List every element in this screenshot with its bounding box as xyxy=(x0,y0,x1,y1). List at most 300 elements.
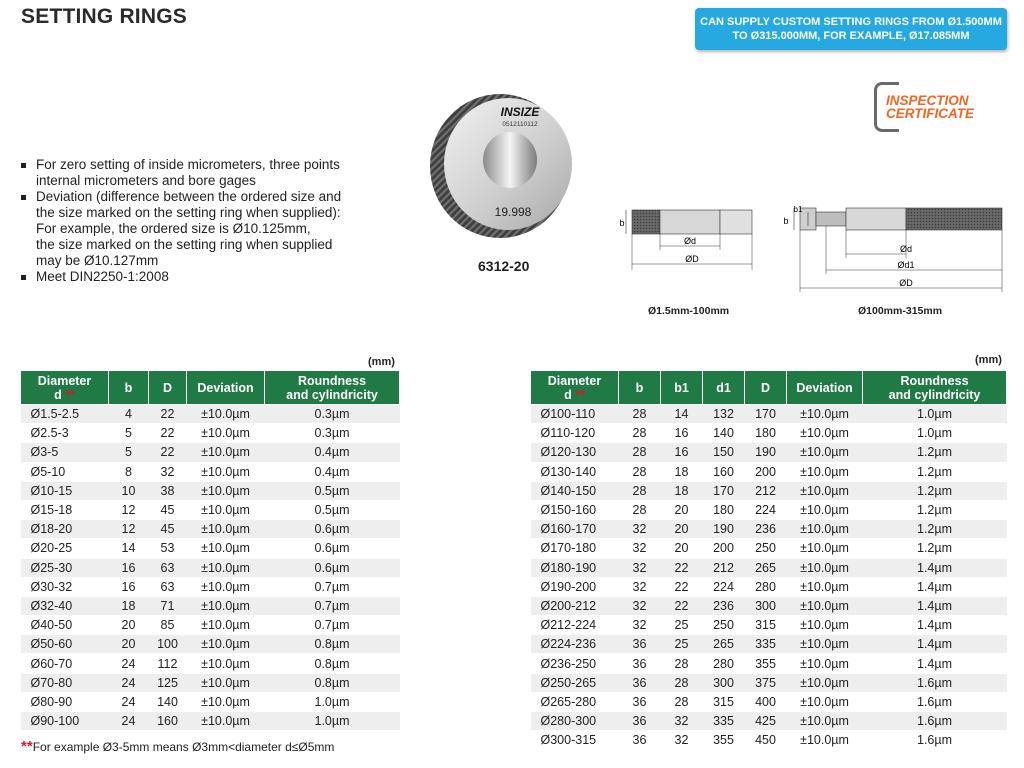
cell-D: 265 xyxy=(745,558,787,577)
feature-list xyxy=(20,157,400,285)
large-rings-table xyxy=(530,370,1007,750)
feature-text: Meet DIN2250-1:2008 xyxy=(36,269,169,284)
cell-diameter: Ø265-280 xyxy=(531,692,619,711)
cell-deviation: ±10.0µm xyxy=(787,731,863,750)
cell-roundness: 1.4µm xyxy=(863,577,1007,596)
table-row xyxy=(531,577,1007,596)
feature-text: the size marked on the setting ring when supplied): xyxy=(36,205,341,220)
cell-diameter: Ø15-18 xyxy=(21,500,109,519)
table-row xyxy=(21,462,400,481)
cell-D: 125 xyxy=(149,673,187,692)
cell-deviation: ±10.0µm xyxy=(187,712,265,731)
cell-b: 28 xyxy=(619,481,661,500)
footnote xyxy=(21,738,334,755)
table-row xyxy=(531,520,1007,539)
cell-deviation: ±10.0µm xyxy=(787,462,863,481)
cell-d1: 170 xyxy=(703,481,745,500)
cell-D: 45 xyxy=(149,520,187,539)
cell-b1: 25 xyxy=(661,616,703,635)
cell-D: 335 xyxy=(745,635,787,654)
cell-b1: 28 xyxy=(661,654,703,673)
cell-roundness: 1.2µm xyxy=(863,500,1007,519)
col-header-deviation: Deviation xyxy=(187,371,265,405)
table-row xyxy=(531,596,1007,615)
cell-roundness: 1.4µm xyxy=(863,635,1007,654)
cell-diameter: Ø120-130 xyxy=(531,443,619,462)
cell-b1: 22 xyxy=(661,577,703,596)
table-row xyxy=(531,405,1007,424)
cell-d1: 315 xyxy=(703,692,745,711)
large-rings-table-body xyxy=(531,405,1007,750)
table-row xyxy=(21,539,400,558)
cell-roundness: 0.5µm xyxy=(265,481,400,500)
cell-diameter: Ø32-40 xyxy=(21,596,109,615)
cell-roundness: 1.2µm xyxy=(863,539,1007,558)
cell-roundness: 1.2µm xyxy=(863,443,1007,462)
cell-d1: 140 xyxy=(703,424,745,443)
cell-deviation: ±10.0µm xyxy=(187,462,265,481)
cell-deviation: ±10.0µm xyxy=(787,405,863,424)
cell-diameter: Ø90-100 xyxy=(21,712,109,731)
cell-D: 224 xyxy=(745,500,787,519)
table-row xyxy=(531,558,1007,577)
cell-b1: 20 xyxy=(661,539,703,558)
label-b1: b1 xyxy=(793,205,803,214)
cell-D: 170 xyxy=(745,405,787,424)
table-row xyxy=(21,520,400,539)
cell-deviation: ±10.0µm xyxy=(187,520,265,539)
feature-text: internal micrometers and bore gages xyxy=(36,173,256,188)
cell-deviation: ±10.0µm xyxy=(187,616,265,635)
table-row xyxy=(531,481,1007,500)
cell-d1: 236 xyxy=(703,596,745,615)
cell-deviation: ±10.0µm xyxy=(187,500,265,519)
ring-bore xyxy=(483,132,537,188)
cell-D: 236 xyxy=(745,520,787,539)
cell-b: 24 xyxy=(109,654,149,673)
cell-b: 32 xyxy=(619,520,661,539)
col-header-deviation: Deviation xyxy=(787,371,863,405)
table-row xyxy=(21,558,400,577)
cell-deviation: ±10.0µm xyxy=(187,692,265,711)
cell-roundness: 0.7µm xyxy=(265,577,400,596)
table-row xyxy=(21,712,400,731)
cell-diameter: Ø250-265 xyxy=(531,673,619,692)
cell-deviation: ±10.0µm xyxy=(787,539,863,558)
header-diameter-text: Diameter xyxy=(547,373,602,388)
table-row xyxy=(21,424,400,443)
banner-line-1: CAN SUPPLY CUSTOM SETTING RINGS FROM Ø1.500MM xyxy=(700,16,1002,28)
feature-item xyxy=(20,189,400,269)
table-row xyxy=(21,577,400,596)
cell-b: 12 xyxy=(109,500,149,519)
cell-d1: 335 xyxy=(703,712,745,731)
setting-ring-image xyxy=(428,86,578,246)
cell-diameter: Ø200-212 xyxy=(531,596,619,615)
cell-b: 28 xyxy=(619,424,661,443)
cell-b: 24 xyxy=(109,712,149,731)
cell-b: 36 xyxy=(619,692,661,711)
col-header-b1: b1 xyxy=(661,371,703,405)
cell-b1: 32 xyxy=(661,731,703,750)
label-outer-d: ØD xyxy=(685,254,699,264)
col-header-b: b xyxy=(109,371,149,405)
cell-roundness: 1.2µm xyxy=(863,462,1007,481)
cell-b: 5 xyxy=(109,443,149,462)
cell-deviation: ±10.0µm xyxy=(187,481,265,500)
table-row xyxy=(531,654,1007,673)
col-header-roundness xyxy=(863,371,1007,405)
size-mark: 19.998 xyxy=(494,205,532,219)
cell-diameter: Ø30-32 xyxy=(21,577,109,596)
table-row xyxy=(531,539,1007,558)
cell-b: 32 xyxy=(619,596,661,615)
cell-diameter: Ø300-315 xyxy=(531,731,619,750)
cell-D: 22 xyxy=(149,405,187,424)
cell-roundness: 1.6µm xyxy=(863,673,1007,692)
table-row xyxy=(21,596,400,615)
left-table-unit: (mm) xyxy=(368,356,395,368)
cell-diameter: Ø140-150 xyxy=(531,481,619,500)
table-row xyxy=(531,616,1007,635)
cell-b: 16 xyxy=(109,558,149,577)
cell-deviation: ±10.0µm xyxy=(787,577,863,596)
label-d: Ød xyxy=(683,236,697,246)
table-row xyxy=(531,731,1007,750)
cell-D: 280 xyxy=(745,577,787,596)
cell-diameter: Ø25-30 xyxy=(21,558,109,577)
header-cylindricity-text: and cylindricity xyxy=(888,387,981,402)
cell-roundness: 0.6µm xyxy=(265,520,400,539)
cell-b: 28 xyxy=(619,443,661,462)
cell-D: 400 xyxy=(745,692,787,711)
cell-deviation: ±10.0µm xyxy=(187,577,265,596)
cell-d1: 280 xyxy=(703,654,745,673)
cell-diameter: Ø224-236 xyxy=(531,635,619,654)
cell-deviation: ±10.0µm xyxy=(187,654,265,673)
col-header-d1: d1 xyxy=(703,371,745,405)
cell-b: 12 xyxy=(109,520,149,539)
cell-diameter: Ø236-250 xyxy=(531,654,619,673)
cell-roundness: 0.8µm xyxy=(265,654,400,673)
cell-deviation: ±10.0µm xyxy=(787,481,863,500)
cell-diameter: Ø40-50 xyxy=(21,616,109,635)
header-roundness-text: Roundness xyxy=(900,373,969,388)
cell-deviation: ±10.0µm xyxy=(187,558,265,577)
cell-D: 375 xyxy=(745,673,787,692)
cell-diameter: Ø110-120 xyxy=(531,424,619,443)
cell-d1: 300 xyxy=(703,673,745,692)
cell-d1: 355 xyxy=(703,731,745,750)
feature-item xyxy=(20,157,400,189)
cell-b: 28 xyxy=(619,462,661,481)
small-rings-table xyxy=(20,370,400,731)
cell-D: 71 xyxy=(149,596,187,615)
header-stars: ** xyxy=(575,387,585,402)
cell-D: 85 xyxy=(149,616,187,635)
cell-b: 4 xyxy=(109,405,149,424)
cell-deviation: ±10.0µm xyxy=(187,424,265,443)
cell-deviation: ±10.0µm xyxy=(187,596,265,615)
table-row xyxy=(21,500,400,519)
cell-diameter: Ø130-140 xyxy=(531,462,619,481)
cell-D: 425 xyxy=(745,712,787,731)
small-ring-caption: Ø1.5mm-100mm xyxy=(648,305,730,317)
cell-D: 140 xyxy=(149,692,187,711)
cell-D: 63 xyxy=(149,577,187,596)
cell-roundness: 1.2µm xyxy=(863,520,1007,539)
cell-deviation: ±10.0µm xyxy=(187,635,265,654)
cell-roundness: 1.6µm xyxy=(863,731,1007,750)
cell-diameter: Ø150-160 xyxy=(531,500,619,519)
cell-diameter: Ø20-25 xyxy=(21,539,109,558)
cell-roundness: 0.6µm xyxy=(265,558,400,577)
cell-diameter: Ø60-70 xyxy=(21,654,109,673)
col-header-outer-d: D xyxy=(149,371,187,405)
table-row xyxy=(531,462,1007,481)
header-cylindricity-text: and cylindricity xyxy=(286,387,378,402)
cell-b1: 14 xyxy=(661,405,703,424)
cell-D: 100 xyxy=(149,635,187,654)
page-title: SETTING RINGS xyxy=(21,5,187,28)
cell-roundness: 1.0µm xyxy=(863,405,1007,424)
cell-b: 36 xyxy=(619,673,661,692)
cell-deviation: ±10.0µm xyxy=(187,443,265,462)
small-ring-diagram xyxy=(612,200,762,280)
cell-d1: 132 xyxy=(703,405,745,424)
cell-D: 355 xyxy=(745,654,787,673)
table-row xyxy=(531,443,1007,462)
banner-line-2: TO Ø315.000MM, FOR EXAMPLE, Ø17.085MM xyxy=(732,30,970,42)
table-row xyxy=(21,443,400,462)
cell-b: 14 xyxy=(109,539,149,558)
header-roundness-text: Roundness xyxy=(297,373,367,388)
cell-D: 212 xyxy=(745,481,787,500)
cell-roundness: 1.6µm xyxy=(863,712,1007,731)
cell-b1: 32 xyxy=(661,712,703,731)
cell-deviation: ±10.0µm xyxy=(187,673,265,692)
col-header-roundness xyxy=(265,371,400,405)
cell-deviation: ±10.0µm xyxy=(787,500,863,519)
large-ring-diagram xyxy=(772,196,1012,296)
cell-b: 8 xyxy=(109,462,149,481)
cell-diameter: Ø5-10 xyxy=(21,462,109,481)
certificate-line-2: CERTIFICATE xyxy=(886,106,975,121)
cell-b: 24 xyxy=(109,673,149,692)
brand-mark: INSIZE xyxy=(500,105,540,119)
cell-diameter: Ø180-190 xyxy=(531,558,619,577)
certificate-line-1: INSPECTION xyxy=(886,93,969,108)
cell-b: 10 xyxy=(109,481,149,500)
cell-D: 45 xyxy=(149,500,187,519)
cell-deviation: ±10.0µm xyxy=(787,443,863,462)
cell-deviation: ±10.0µm xyxy=(787,520,863,539)
model-number: 6312-20 xyxy=(478,258,530,274)
cell-D: 112 xyxy=(149,654,187,673)
cell-b: 32 xyxy=(619,539,661,558)
cell-b1: 20 xyxy=(661,520,703,539)
cell-b: 20 xyxy=(109,616,149,635)
cell-deviation: ±10.0µm xyxy=(187,539,265,558)
table-row xyxy=(531,635,1007,654)
certificate-text xyxy=(886,94,974,120)
cell-D: 190 xyxy=(745,443,787,462)
cell-roundness: 0.4µm xyxy=(265,443,400,462)
table-row xyxy=(21,673,400,692)
cell-diameter: Ø100-110 xyxy=(531,405,619,424)
cell-roundness: 0.8µm xyxy=(265,673,400,692)
cell-b1: 22 xyxy=(661,596,703,615)
cell-D: 22 xyxy=(149,424,187,443)
cell-deviation: ±10.0µm xyxy=(787,596,863,615)
cell-deviation: ±10.0µm xyxy=(787,616,863,635)
cell-diameter: Ø170-180 xyxy=(531,539,619,558)
cell-deviation: ±10.0µm xyxy=(787,673,863,692)
col-header-diameter xyxy=(531,371,619,405)
table-row xyxy=(531,500,1007,519)
cell-D: 160 xyxy=(149,712,187,731)
table-row xyxy=(21,481,400,500)
cell-roundness: 1.4µm xyxy=(863,616,1007,635)
cell-D: 315 xyxy=(745,616,787,635)
header-d-text: d xyxy=(54,387,62,402)
cell-deviation: ±10.0µm xyxy=(787,558,863,577)
cell-roundness: 1.4µm xyxy=(863,596,1007,615)
col-header-diameter xyxy=(21,371,109,405)
feature-text: For zero setting of inside micrometers, three points xyxy=(36,157,340,172)
cell-d1: 250 xyxy=(703,616,745,635)
col-header-b: b xyxy=(619,371,661,405)
cell-b: 28 xyxy=(619,500,661,519)
cell-deviation: ±10.0µm xyxy=(787,635,863,654)
cell-roundness: 0.5µm xyxy=(265,500,400,519)
cell-diameter: Ø3-5 xyxy=(21,443,109,462)
cell-b1: 28 xyxy=(661,673,703,692)
cell-b: 18 xyxy=(109,596,149,615)
cell-roundness: 1.0µm xyxy=(265,692,400,711)
cell-roundness: 1.6µm xyxy=(863,692,1007,711)
large-ring-caption: Ø100mm-315mm xyxy=(858,305,943,317)
col-header-outer-d: D xyxy=(745,371,787,405)
label-b: b xyxy=(783,216,789,226)
cell-roundness: 0.7µm xyxy=(265,616,400,635)
cell-roundness: 1.0µm xyxy=(863,424,1007,443)
table-row xyxy=(531,424,1007,443)
cell-b1: 20 xyxy=(661,500,703,519)
cell-d1: 265 xyxy=(703,635,745,654)
table-row xyxy=(21,654,400,673)
inspection-certificate-logo xyxy=(874,82,1010,128)
cell-b: 36 xyxy=(619,731,661,750)
cell-roundness: 0.8µm xyxy=(265,635,400,654)
cell-D: 63 xyxy=(149,558,187,577)
cell-b: 16 xyxy=(109,577,149,596)
feature-text: For example, the ordered size is Ø10.125mm, xyxy=(36,221,311,236)
custom-rings-banner xyxy=(695,8,1007,50)
cell-b1: 18 xyxy=(661,481,703,500)
footnote-text: For example Ø3-5mm means Ø3mm<diameter d≤Ø5mm xyxy=(32,740,335,754)
table-row xyxy=(21,405,400,424)
cell-diameter: Ø2.5-3 xyxy=(21,424,109,443)
cell-diameter: Ø18-20 xyxy=(21,520,109,539)
label-outer-d: ØD xyxy=(899,278,913,288)
table-row xyxy=(21,635,400,654)
table-row xyxy=(531,712,1007,731)
feature-text: may be Ø10.127mm xyxy=(36,253,159,268)
cell-b: 32 xyxy=(619,558,661,577)
cell-D: 180 xyxy=(745,424,787,443)
cell-deviation: ±10.0µm xyxy=(787,424,863,443)
cell-b: 24 xyxy=(109,692,149,711)
table-row xyxy=(21,616,400,635)
cell-D: 250 xyxy=(745,539,787,558)
cell-b1: 16 xyxy=(661,443,703,462)
cell-roundness: 0.7µm xyxy=(265,596,400,615)
cell-diameter: Ø280-300 xyxy=(531,712,619,731)
cell-D: 450 xyxy=(745,731,787,750)
cell-b: 28 xyxy=(619,405,661,424)
feature-text: Deviation (difference between the ordered size and xyxy=(36,189,342,204)
cell-diameter: Ø190-200 xyxy=(531,577,619,596)
cell-b: 36 xyxy=(619,712,661,731)
cell-deviation: ±10.0µm xyxy=(787,712,863,731)
cell-diameter: Ø10-15 xyxy=(21,481,109,500)
footnote-stars: ** xyxy=(21,738,33,755)
cell-D: 22 xyxy=(149,443,187,462)
table-row xyxy=(21,692,400,711)
cell-roundness: 0.3µm xyxy=(265,405,400,424)
label-d: Ød xyxy=(899,244,913,254)
cell-diameter: Ø80-90 xyxy=(21,692,109,711)
cell-deviation: ±10.0µm xyxy=(187,405,265,424)
cell-b: 20 xyxy=(109,635,149,654)
right-table-unit: (mm) xyxy=(975,354,1002,366)
cell-d1: 160 xyxy=(703,462,745,481)
cell-b1: 28 xyxy=(661,692,703,711)
cell-d1: 180 xyxy=(703,500,745,519)
header-diameter-text: Diameter xyxy=(37,373,92,388)
cell-d1: 200 xyxy=(703,539,745,558)
cell-b: 5 xyxy=(109,424,149,443)
cell-deviation: ±10.0µm xyxy=(787,654,863,673)
serial-mark: 0512110112 xyxy=(502,121,538,128)
cell-b: 36 xyxy=(619,635,661,654)
cell-diameter: Ø70-80 xyxy=(21,673,109,692)
cell-roundness: 1.2µm xyxy=(863,481,1007,500)
cell-D: 300 xyxy=(745,596,787,615)
cell-diameter: Ø160-170 xyxy=(531,520,619,539)
cell-b: 32 xyxy=(619,577,661,596)
cell-b: 32 xyxy=(619,616,661,635)
cell-diameter: Ø50-60 xyxy=(21,635,109,654)
cell-D: 53 xyxy=(149,539,187,558)
cell-roundness: 0.4µm xyxy=(265,462,400,481)
cell-D: 38 xyxy=(149,481,187,500)
cell-d1: 190 xyxy=(703,520,745,539)
cell-roundness: 1.4µm xyxy=(863,558,1007,577)
feature-text: the size marked on the setting ring when supplied xyxy=(36,237,333,252)
label-b: b xyxy=(619,218,625,228)
cell-D: 200 xyxy=(745,462,787,481)
table-row xyxy=(531,692,1007,711)
cell-roundness: 0.3µm xyxy=(265,424,400,443)
feature-item xyxy=(20,269,400,285)
cell-b1: 22 xyxy=(661,558,703,577)
cell-D: 32 xyxy=(149,462,187,481)
label-d1: Ød1 xyxy=(897,260,915,270)
cell-roundness: 1.0µm xyxy=(265,712,400,731)
cell-diameter: Ø1.5-2.5 xyxy=(21,405,109,424)
